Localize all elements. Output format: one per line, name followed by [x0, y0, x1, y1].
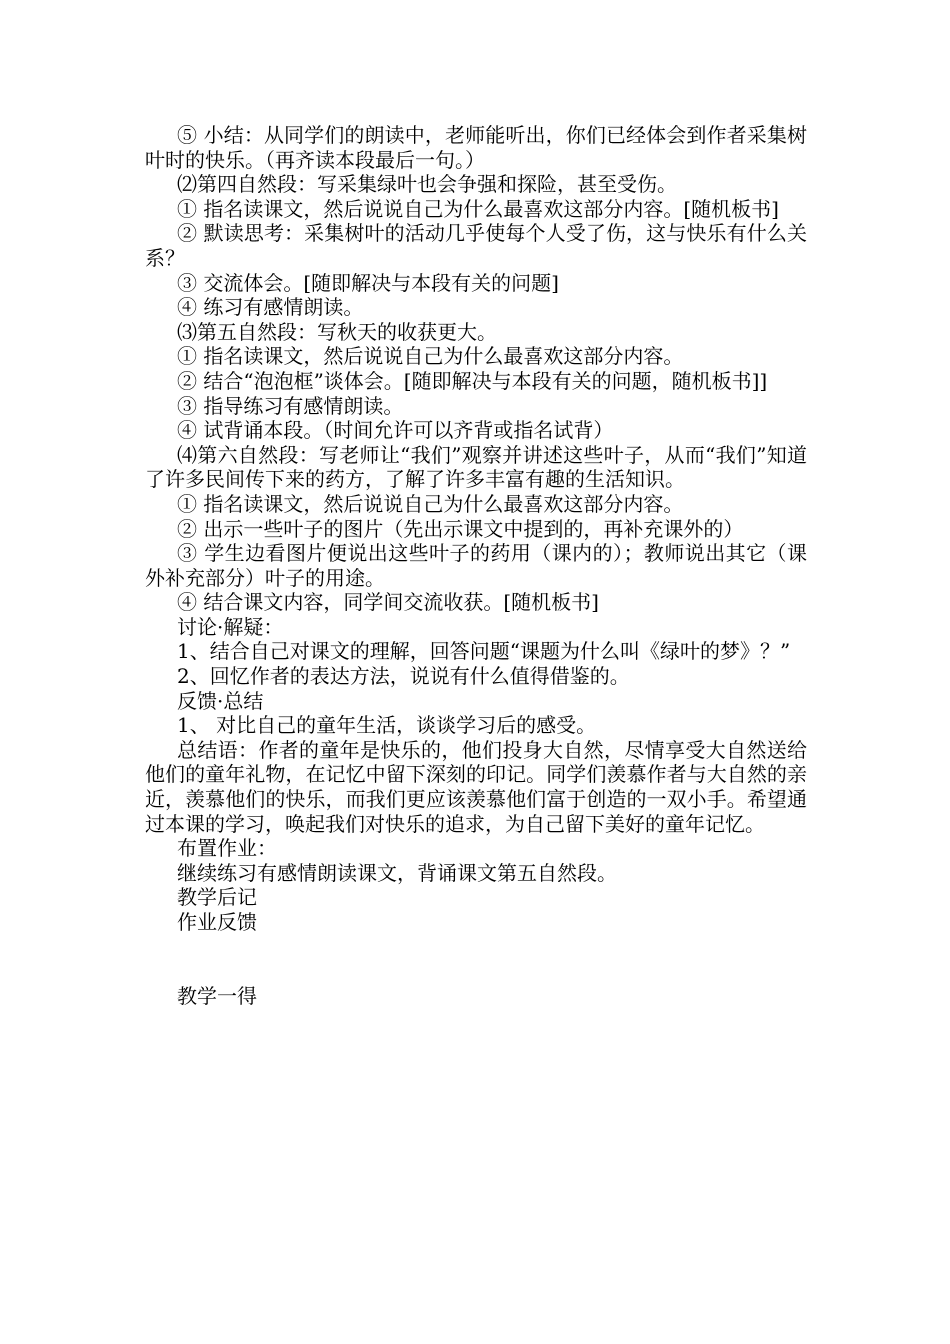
paragraph-summary-5: ⑤ 小结：从同学们的朗读中，老师能听出，你们已经体会到作者采集树叶时的快乐。（再齐读本段最后一句。） — [145, 123, 807, 172]
paragraph-step-1: ① 指名读课文，然后说说自己为什么最喜欢这部分内容。[随机板书] — [177, 196, 779, 221]
heading-homework: 布置作业： — [177, 836, 277, 861]
paragraph-discussion-2: 2、回忆作者的表达方法，说说有什么值得借鉴的。 — [177, 664, 630, 689]
paragraph-step-4: ④ 试背诵本段。（时间允许可以齐背或指名试背） — [177, 418, 614, 443]
heading-feedback: 反馈·总结 — [177, 688, 264, 713]
paragraph-section-6: ⑷第六自然段：写老师让“我们”观察并讲述这些叶子，从而“我们”知道了许多民间传下来的药方，了解了许多丰富有趣的生活知识。 — [145, 442, 807, 492]
paragraph-homework: 继续练习有感情朗读课文，背诵课文第五自然段。 — [177, 860, 617, 885]
paragraph-conclusion: 总结语：作者的童年是快乐的，他们投身大自然，尽情享受大自然送给他们的童年礼物，在记忆中留下深刻的印记。同学们羡慕作者与大自然的亲近，羡慕他们的快乐，而我们更应该羡慕他们富于创造的一双小手。希望通过本课的学习，唤起我们对快乐的追求，为自己留下美好的童年记忆。 — [145, 737, 807, 836]
paragraph-step-3: ③ 交流体会。[随即解决与本段有关的问题] — [177, 270, 559, 295]
paragraph-feedback-1: 1、 对比自己的童年生活，谈谈学习后的感受。 — [177, 713, 597, 738]
paragraph-step-2: ② 出示一些叶子的图片（先出示课文中提到的，再补充课外的） — [177, 516, 744, 541]
paragraph-step-3: ③ 学生边看图片便说出这些叶子的药用（课内的）；教师说出其它（课外补充部分）叶子的用途。 — [145, 541, 807, 590]
heading-teaching-notes: 教学后记 — [177, 885, 257, 910]
paragraph-step-4: ④ 练习有感情朗读。 — [177, 295, 364, 320]
paragraph-discussion-1: 1、结合自己对课文的理解，回答问题“课题为什么叫《绿叶的梦》？” — [177, 639, 791, 664]
paragraph-step-2: ② 结合“泡泡框”谈体会。[随即解决与本段有关的问题，随机板书]] — [177, 368, 768, 393]
paragraph-section-5: ⑶第五自然段：写秋天的收获更大。 — [177, 319, 497, 344]
paragraph-step-4: ④ 结合课文内容，同学间交流收获。[随机板书] — [177, 590, 599, 615]
paragraph-step-2: ② 默读思考：采集树叶的活动几乎使每个人受了伤，这与快乐有什么关系？ — [145, 221, 807, 270]
heading-teaching-insight: 教学一得 — [177, 983, 257, 1008]
document-body — [145, 123, 807, 1008]
heading-homework-feedback: 作业反馈 — [177, 910, 257, 934]
paragraph-step-3: ③ 指导练习有感情朗读。 — [177, 393, 404, 418]
blank-spacer — [145, 935, 807, 984]
heading-discussion: 讨论·解疑： — [177, 614, 284, 639]
paragraph-step-1: ① 指名读课文，然后说说自己为什么最喜欢这部分内容。 — [177, 491, 684, 516]
paragraph-section-4: ⑵第四自然段：写采集绿叶也会争强和探险，甚至受伤。 — [177, 172, 677, 197]
paragraph-step-1: ① 指名读课文，然后说说自己为什么最喜欢这部分内容。 — [177, 344, 684, 369]
